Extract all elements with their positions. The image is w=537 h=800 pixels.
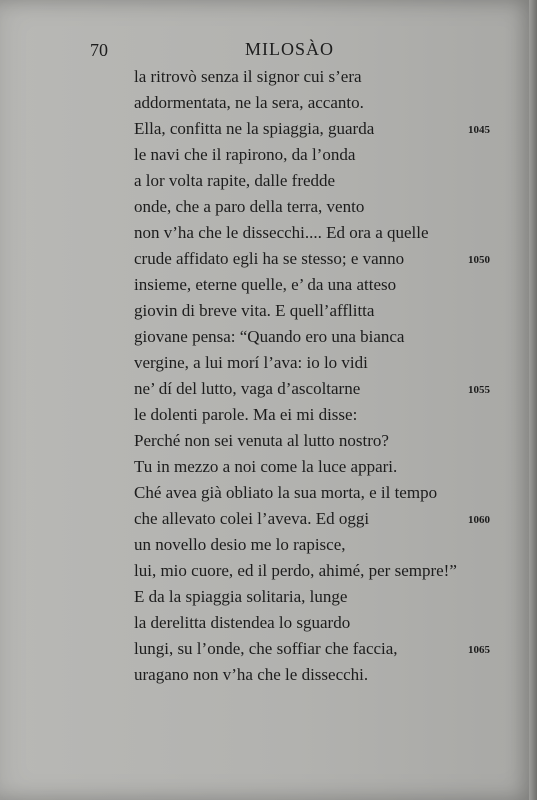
verse-line: la ritrovò senza il signor cui s’era [134,67,362,86]
line-number: 1045 [468,124,490,136]
verse-line: Ché avea già obliato la sua morta, e il tempo [134,483,438,502]
verse-line: insieme, eterne quelle, e’ da una atteso [134,275,397,294]
verse-line: Ella, confitta ne la spiaggia, guarda [134,119,375,138]
verse-line: E da la spiaggia solitaria, lunge [134,587,348,606]
verse-line: ne’ dí del lutto, vaga d’ascoltarne [134,379,361,398]
page-edge-shadow [529,0,537,800]
verse-line: che allevato colei l’aveva. Ed oggi [134,509,370,528]
verse-line: la derelitta distendea lo sguardo [134,613,351,632]
line-number: 1050 [468,254,490,266]
verse-line: vergine, a lui morí l’ava: io lo vidi [134,353,368,372]
verse-line: giovin di breve vita. E quell’afflitta [134,301,375,320]
line-number: 1065 [468,644,490,656]
verse-line: onde, che a paro della terra, vento [134,197,365,216]
verse-line: le navi che il rapirono, da l’onda [134,145,356,164]
verse-line: addormentata, ne la sera, accanto. [134,93,364,112]
verse-line: le dolenti parole. Ma ei mi disse: [134,405,358,424]
verse-line: giovane pensa: “Quando ero una bianca [134,327,405,346]
verse-line: lungi, su l’onde, che soffiar che faccia, [134,639,398,658]
page-number: 70 [90,40,108,60]
verse-block [134,66,504,696]
verse-line: lui, mio cuore, ed il perdo, ahimé, per sempre!” [134,561,457,580]
verse-line: Tu in mezzo a noi come la luce appari. [134,457,398,476]
verse-line: un novello desio me lo rapisce, [134,535,346,554]
verse-line: non v’ha che le dissecchi.... Ed ora a quelle [134,223,429,242]
verse-line: uragano non v’ha che le dissecchi. [134,665,369,684]
running-title: MILOSÀO [245,39,335,59]
verse-line: crude affidato egli ha se stesso; e vanno [134,249,405,268]
verse-line: Perché non sei venuta al lutto nostro? [134,431,389,450]
line-number: 1060 [468,514,490,526]
verse-line: a lor volta rapite, dalle fredde [134,171,336,190]
line-number: 1055 [468,384,490,396]
